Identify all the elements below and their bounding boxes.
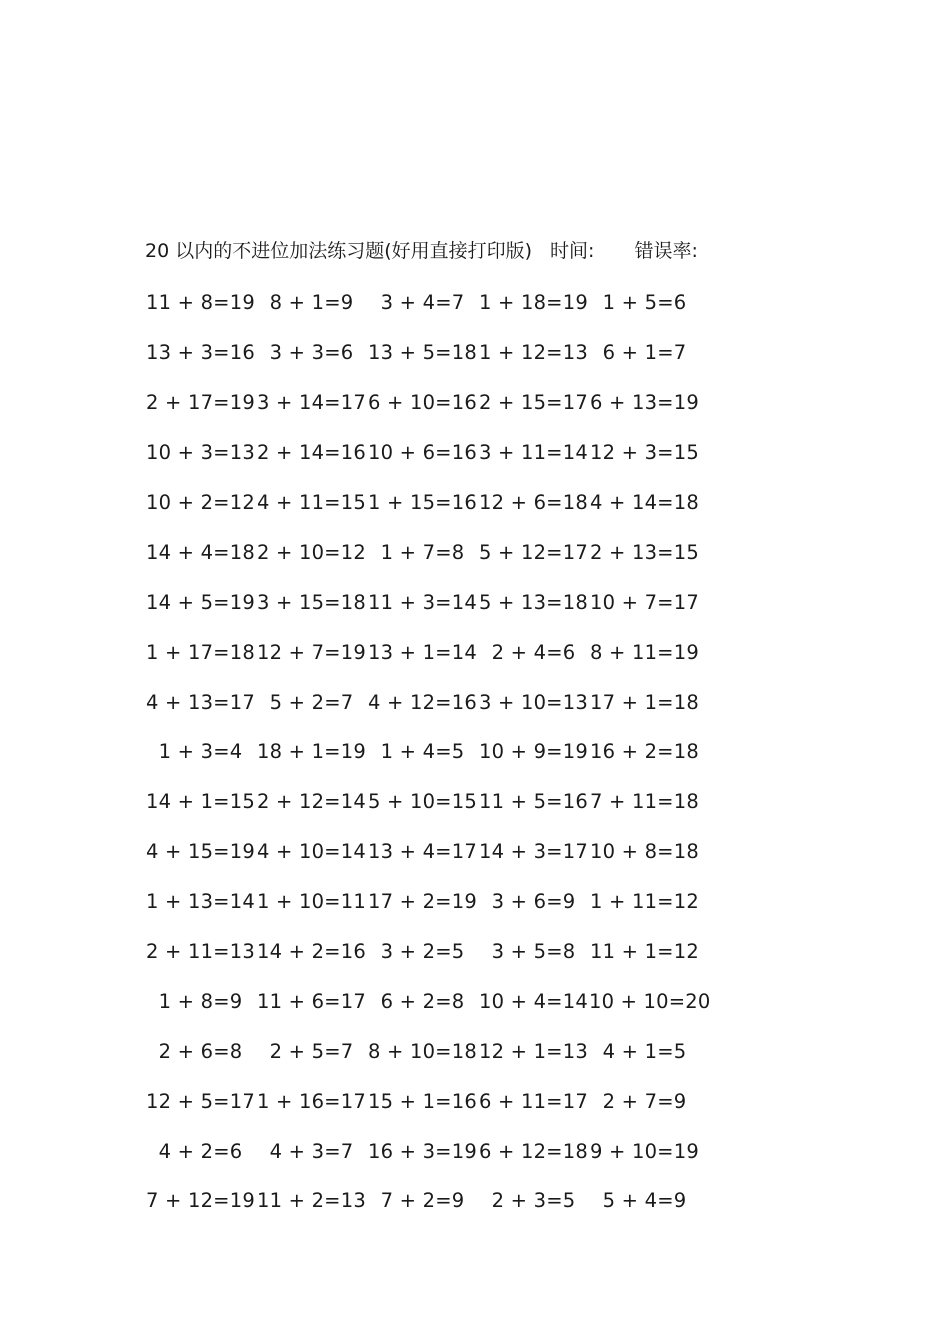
math-problem: 3 + 3=6 bbox=[269, 341, 354, 365]
math-problem: 8 + 10=18 bbox=[368, 1039, 477, 1063]
math-problem: 7 + 2=9 bbox=[380, 1189, 465, 1213]
math-problem: 4 + 1=5 bbox=[602, 1039, 687, 1063]
math-problem: 4 + 13=17 bbox=[146, 690, 255, 714]
math-problem: 4 + 3=7 bbox=[269, 1139, 354, 1163]
problem-row bbox=[145, 478, 705, 528]
math-problem: 12 + 3=15 bbox=[590, 441, 699, 465]
math-problem: 2 + 17=19 bbox=[146, 391, 255, 415]
math-problem: 12 + 5=17 bbox=[146, 1089, 255, 1113]
math-problem: 11 + 2=13 bbox=[257, 1189, 366, 1213]
math-problem: 11 + 1=12 bbox=[590, 940, 699, 964]
math-problem: 4 + 2=6 bbox=[158, 1139, 243, 1163]
math-problem: 11 + 5=16 bbox=[479, 790, 588, 814]
math-problem: 1 + 12=13 bbox=[479, 341, 588, 365]
math-problem: 6 + 10=16 bbox=[368, 391, 477, 415]
math-problem: 1 + 4=5 bbox=[380, 740, 465, 764]
math-problem: 2 + 10=12 bbox=[257, 540, 366, 564]
math-problem: 1 + 18=19 bbox=[479, 291, 588, 315]
math-problem: 5 + 2=7 bbox=[269, 690, 354, 714]
problem-row bbox=[145, 1076, 705, 1126]
math-problem: 10 + 7=17 bbox=[590, 590, 699, 614]
problem-row bbox=[145, 727, 705, 777]
problem-row bbox=[145, 1126, 705, 1176]
math-problem: 3 + 6=9 bbox=[491, 890, 576, 914]
math-problem: 8 + 1=9 bbox=[269, 291, 354, 315]
math-problem: 11 + 8=19 bbox=[146, 291, 255, 315]
math-problem: 3 + 4=7 bbox=[380, 291, 465, 315]
math-problem: 3 + 11=14 bbox=[479, 441, 588, 465]
math-problem: 4 + 10=14 bbox=[257, 840, 366, 864]
math-problem: 4 + 11=15 bbox=[257, 491, 366, 514]
math-problem: 10 + 10=20 bbox=[589, 989, 711, 1013]
math-problem: 2 + 12=14 bbox=[257, 790, 366, 814]
error-rate-label: 错误率: bbox=[634, 240, 698, 262]
math-problem: 4 + 12=16 bbox=[368, 690, 477, 714]
math-problem: 7 + 12=19 bbox=[146, 1189, 255, 1213]
math-problem: 14 + 2=16 bbox=[257, 940, 366, 964]
math-problem: 2 + 15=17 bbox=[479, 391, 588, 415]
math-problem: 7 + 11=18 bbox=[590, 790, 699, 814]
problem-row bbox=[145, 527, 705, 577]
worksheet-header bbox=[145, 236, 698, 263]
math-problem: 12 + 1=13 bbox=[479, 1039, 588, 1063]
math-problem: 3 + 15=18 bbox=[257, 590, 366, 614]
math-problem: 1 + 13=14 bbox=[146, 890, 255, 914]
math-problem: 16 + 3=19 bbox=[368, 1139, 477, 1163]
problem-row bbox=[145, 877, 705, 927]
problem-row bbox=[145, 1176, 705, 1226]
math-problem: 5 + 13=18 bbox=[479, 590, 588, 614]
math-problem: 1 + 10=11 bbox=[257, 890, 366, 914]
math-problem: 1 + 11=12 bbox=[590, 890, 699, 914]
problem-row bbox=[145, 278, 705, 328]
math-problem: 10 + 4=14 bbox=[479, 989, 588, 1013]
math-problem: 3 + 10=13 bbox=[479, 690, 588, 714]
math-problem: 2 + 13=15 bbox=[590, 540, 699, 564]
math-problem: 10 + 6=16 bbox=[368, 441, 477, 465]
math-problem: 2 + 6=8 bbox=[158, 1039, 243, 1063]
problem-row bbox=[145, 328, 705, 378]
math-problem: 18 + 1=19 bbox=[257, 740, 366, 764]
math-problem: 10 + 3=13 bbox=[146, 441, 255, 465]
math-problem: 6 + 2=8 bbox=[380, 989, 465, 1013]
math-problem: 16 + 2=18 bbox=[590, 740, 699, 764]
math-problem: 14 + 1=15 bbox=[146, 790, 255, 814]
math-problem: 4 + 14=18 bbox=[590, 491, 699, 514]
math-problem: 13 + 1=14 bbox=[368, 640, 477, 664]
math-problem: 1 + 15=16 bbox=[368, 491, 477, 514]
math-problem: 10 + 2=12 bbox=[146, 491, 255, 514]
math-problem: 10 + 9=19 bbox=[479, 740, 588, 764]
math-problem: 11 + 6=17 bbox=[257, 989, 366, 1013]
math-problem: 6 + 1=7 bbox=[602, 341, 687, 365]
math-problem: 14 + 3=17 bbox=[479, 840, 588, 864]
math-problem: 13 + 4=17 bbox=[368, 840, 477, 864]
math-problem: 9 + 10=19 bbox=[590, 1139, 699, 1163]
math-problem: 10 + 8=18 bbox=[590, 840, 699, 864]
math-problem: 17 + 2=19 bbox=[368, 890, 477, 914]
math-problem: 2 + 14=16 bbox=[257, 441, 366, 465]
math-problem: 5 + 12=17 bbox=[479, 540, 588, 564]
problem-row bbox=[145, 927, 705, 977]
time-label: 时间: bbox=[550, 240, 595, 262]
math-problem: 5 + 10=15 bbox=[368, 790, 477, 814]
math-problem: 2 + 11=13 bbox=[146, 940, 255, 964]
math-problem: 12 + 7=19 bbox=[257, 640, 366, 664]
math-problem: 12 + 6=18 bbox=[479, 491, 588, 514]
math-problem: 6 + 13=19 bbox=[590, 391, 699, 415]
math-problem: 11 + 3=14 bbox=[368, 590, 477, 614]
math-problem: 3 + 2=5 bbox=[380, 940, 465, 964]
problem-grid bbox=[145, 278, 711, 1226]
problem-row bbox=[145, 428, 705, 478]
page-title: 20 以内的不进位加法练习题(好用直接打印版) bbox=[145, 240, 533, 262]
problem-row bbox=[145, 627, 705, 677]
math-problem: 2 + 7=9 bbox=[602, 1089, 687, 1113]
math-problem: 1 + 16=17 bbox=[257, 1089, 366, 1113]
math-problem: 6 + 11=17 bbox=[479, 1089, 588, 1113]
problem-row bbox=[145, 677, 705, 727]
math-problem: 15 + 1=16 bbox=[368, 1089, 477, 1113]
math-problem: 2 + 3=5 bbox=[491, 1189, 576, 1213]
math-problem: 3 + 14=17 bbox=[257, 391, 366, 415]
math-problem: 17 + 1=18 bbox=[590, 690, 699, 714]
math-problem: 1 + 5=6 bbox=[602, 291, 687, 315]
math-problem: 1 + 3=4 bbox=[158, 740, 243, 764]
math-problem: 6 + 12=18 bbox=[479, 1139, 588, 1163]
math-problem: 1 + 17=18 bbox=[146, 640, 255, 664]
math-problem: 3 + 5=8 bbox=[491, 940, 576, 964]
math-problem: 5 + 4=9 bbox=[602, 1189, 687, 1213]
math-problem: 1 + 8=9 bbox=[158, 989, 243, 1013]
problem-row bbox=[145, 827, 705, 877]
math-problem: 2 + 4=6 bbox=[491, 640, 576, 664]
problem-row bbox=[145, 378, 705, 428]
math-problem: 8 + 11=19 bbox=[590, 640, 699, 664]
math-problem: 13 + 5=18 bbox=[368, 341, 477, 365]
math-problem: 4 + 15=19 bbox=[146, 840, 255, 864]
problem-row bbox=[145, 577, 705, 627]
problem-row bbox=[145, 777, 705, 827]
math-problem: 14 + 4=18 bbox=[146, 540, 255, 564]
math-problem: 1 + 7=8 bbox=[380, 540, 465, 564]
problem-row bbox=[145, 1026, 705, 1076]
problem-row bbox=[145, 976, 711, 1026]
math-problem: 14 + 5=19 bbox=[146, 590, 255, 614]
math-problem: 13 + 3=16 bbox=[146, 341, 255, 365]
math-problem: 2 + 5=7 bbox=[269, 1039, 354, 1063]
